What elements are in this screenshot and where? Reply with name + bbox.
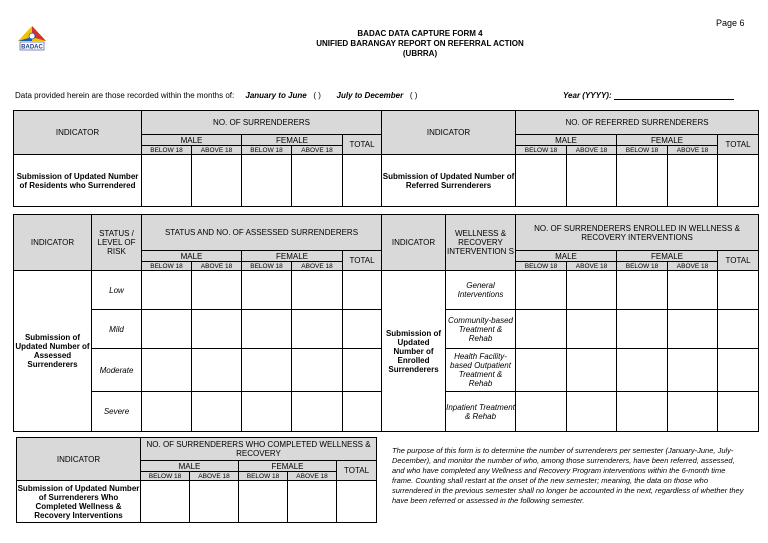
input-cell[interactable] (292, 392, 343, 432)
enrolled-surrenderers-indicator: Submission of Updated Number of Enrolled Surrenderers (382, 271, 446, 432)
total-header: TOTAL (718, 251, 759, 271)
input-cell[interactable] (718, 155, 759, 207)
form-title: BADAC DATA CAPTURE FORM 4 (357, 29, 483, 38)
input-cell[interactable] (668, 155, 718, 207)
input-cell[interactable] (292, 155, 343, 207)
input-cell[interactable] (141, 481, 190, 523)
completed-wellness-indicator: Submission of Updated Number of Surrenderers Who Completed Wellness & Recovery Interventions (17, 481, 141, 523)
input-cell[interactable] (239, 481, 288, 523)
above18-header: ABOVE 18 (292, 146, 343, 155)
input-cell[interactable] (192, 310, 242, 349)
above18-header: ABOVE 18 (668, 262, 718, 271)
input-cell[interactable] (617, 155, 668, 207)
input-cell[interactable] (192, 155, 242, 207)
year-input-line[interactable] (614, 91, 734, 100)
indicator-header: INDICATOR (14, 215, 92, 271)
input-cell[interactable] (668, 349, 718, 392)
completed-header: NO. OF SURRENDERERS WHO COMPLETED WELLNESS & RECOVERY (141, 438, 377, 461)
year-field[interactable] (563, 91, 734, 100)
input-cell[interactable] (242, 349, 292, 392)
referred-header: NO. OF REFERRED SURRENDERERS (516, 111, 759, 135)
female-header: FEMALE (242, 251, 343, 262)
period-prefix: Data provided herein are those recorded within the months of: (15, 91, 235, 100)
risk-level-moderate: Moderate (92, 349, 142, 392)
input-cell[interactable] (668, 310, 718, 349)
assessed-header: STATUS AND NO. OF ASSESSED SURRENDERERS (142, 215, 382, 251)
input-cell[interactable] (567, 271, 617, 310)
below18-header: BELOW 18 (242, 262, 292, 271)
below18-header: BELOW 18 (617, 262, 668, 271)
input-cell[interactable] (242, 155, 292, 207)
page-number: Page 6 (716, 18, 745, 28)
checkbox-jan-jun[interactable]: ( ) (313, 91, 321, 100)
indicator-header: INDICATOR (382, 215, 446, 271)
form-subtitle: UNIFIED BARANGAY REPORT ON REFERRAL ACTION (316, 39, 524, 48)
below18-header: BELOW 18 (617, 146, 668, 155)
below18-header: BELOW 18 (516, 146, 567, 155)
surrenderers-table (13, 110, 759, 207)
male-header: MALE (516, 135, 617, 146)
input-cell[interactable] (567, 349, 617, 392)
below18-header: BELOW 18 (142, 146, 192, 155)
above18-header: ABOVE 18 (292, 262, 343, 271)
above18-header: ABOVE 18 (192, 146, 242, 155)
above18-header: ABOVE 18 (567, 146, 617, 155)
male-header: MALE (142, 251, 242, 262)
intervention-community-based: Community-based Treatment & Rehab (446, 310, 516, 349)
indicator-header: INDICATOR (382, 111, 516, 155)
input-cell[interactable] (192, 349, 242, 392)
residents-surrendered-indicator: Submission of Updated Number of Residents who Surrendered (14, 155, 142, 207)
input-cell[interactable] (343, 271, 382, 310)
form-purpose-note: The purpose of this form is to determine the number of surrenderers per semester (January-June, July-December), and monitor the number of who, among those surrenderers, have been referred, assessed, and who have completed any Wellness and Recovery Program interventions within the 6-month time frame. Counting shall restart at the onset of the new semester; meaning, the data on those who surrendered in the previous semester shall no longer be accounted in the next, regardless of whether they have been referred or assessed in the following semester. (392, 446, 744, 505)
intervention-inpatient: Inpatient Treatment & Rehab (446, 392, 516, 432)
badac-logo-icon (17, 25, 47, 51)
input-cell[interactable] (516, 349, 567, 392)
input-cell[interactable] (242, 271, 292, 310)
total-header: TOTAL (718, 135, 759, 155)
male-header: MALE (516, 251, 617, 262)
input-cell[interactable] (718, 392, 759, 432)
input-cell[interactable] (617, 271, 668, 310)
total-header: TOTAL (337, 461, 377, 481)
above18-header: ABOVE 18 (567, 262, 617, 271)
input-cell[interactable] (567, 155, 617, 207)
input-cell[interactable] (516, 310, 567, 349)
input-cell[interactable] (288, 481, 337, 523)
input-cell[interactable] (242, 310, 292, 349)
input-cell[interactable] (516, 271, 567, 310)
referred-surrenderers-indicator: Submission of Updated Number of Referred Surrenderers (382, 155, 516, 207)
female-header: FEMALE (617, 135, 718, 146)
below18-header: BELOW 18 (141, 472, 190, 481)
completed-wellness-table (16, 437, 377, 523)
input-cell[interactable] (718, 271, 759, 310)
input-cell[interactable] (343, 155, 382, 207)
input-cell[interactable] (516, 155, 567, 207)
indicator-header: INDICATOR (14, 111, 142, 155)
intervention-outpatient: Health Facility-based Outpatient Treatment & Rehab (446, 349, 516, 392)
below18-header: BELOW 18 (142, 262, 192, 271)
above18-header: ABOVE 18 (190, 472, 239, 481)
input-cell[interactable] (142, 310, 192, 349)
indicator-header: INDICATOR (17, 438, 141, 481)
risk-level-low: Low (92, 271, 142, 310)
total-header: TOTAL (343, 135, 382, 155)
input-cell[interactable] (292, 349, 343, 392)
input-cell[interactable] (142, 155, 192, 207)
input-cell[interactable] (142, 392, 192, 432)
input-cell[interactable] (617, 310, 668, 349)
below18-header: BELOW 18 (516, 262, 567, 271)
input-cell[interactable] (718, 349, 759, 392)
logo-text: BADAC (21, 44, 43, 51)
option-jul-dec: July to December (336, 91, 404, 100)
input-cell[interactable] (516, 392, 567, 432)
input-cell[interactable] (292, 271, 343, 310)
above18-header: ABOVE 18 (288, 472, 337, 481)
above18-header: ABOVE 18 (192, 262, 242, 271)
input-cell[interactable] (142, 349, 192, 392)
input-cell[interactable] (343, 310, 382, 349)
assessed-enrolled-table (13, 214, 759, 432)
below18-header: BELOW 18 (242, 146, 292, 155)
form-acronym: (UBRRA) (402, 49, 438, 58)
risk-level-severe: Severe (92, 392, 142, 432)
input-cell[interactable] (567, 392, 617, 432)
input-cell[interactable] (617, 349, 668, 392)
assessed-surrenderers-indicator: Submission of Updated Number of Assessed Surrenderers (14, 271, 92, 432)
input-cell[interactable] (292, 310, 343, 349)
input-cell[interactable] (190, 481, 239, 523)
input-cell[interactable] (718, 310, 759, 349)
male-header: MALE (141, 461, 239, 472)
input-cell[interactable] (192, 392, 242, 432)
input-cell[interactable] (142, 271, 192, 310)
risk-level-mild: Mild (92, 310, 142, 349)
year-label: Year (YYYY): (563, 91, 612, 100)
surrenderers-header: NO. OF SURRENDERERS (142, 111, 382, 135)
intervention-general: General Interventions (446, 271, 516, 310)
checkbox-jul-dec[interactable]: ( ) (409, 91, 418, 100)
female-header: FEMALE (239, 461, 337, 472)
input-cell[interactable] (343, 349, 382, 392)
input-cell[interactable] (668, 271, 718, 310)
female-header: FEMALE (242, 135, 343, 146)
input-cell[interactable] (337, 481, 377, 523)
input-cell[interactable] (192, 271, 242, 310)
above18-header: ABOVE 18 (668, 146, 718, 155)
option-jan-jun: January to June (245, 91, 307, 100)
risk-level-header: STATUS / LEVEL OF RISK (92, 215, 142, 271)
input-cell[interactable] (668, 392, 718, 432)
input-cell[interactable] (567, 310, 617, 349)
input-cell[interactable] (617, 392, 668, 432)
enrolled-header: NO. OF SURRENDERERS ENROLLED IN WELLNESS & RECOVERY INTERVENTIONS (516, 215, 759, 251)
period-selector (15, 91, 417, 100)
total-header: TOTAL (343, 251, 382, 271)
input-cell[interactable] (343, 392, 382, 432)
female-header: FEMALE (617, 251, 718, 262)
wellness-intervention-header: WELLNESS & RECOVERY INTERVENTION S (446, 215, 516, 271)
input-cell[interactable] (242, 392, 292, 432)
below18-header: BELOW 18 (239, 472, 288, 481)
male-header: MALE (142, 135, 242, 146)
